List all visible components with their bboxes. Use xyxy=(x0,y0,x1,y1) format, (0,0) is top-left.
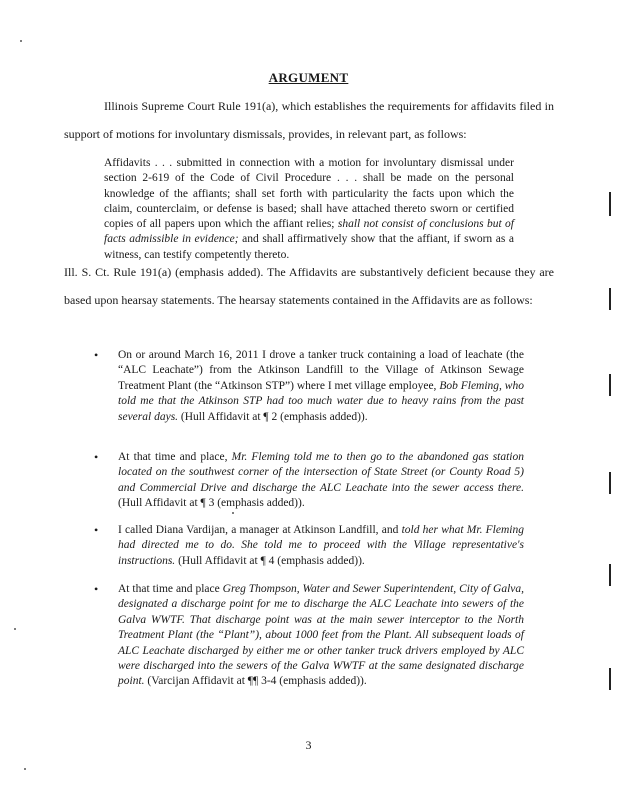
bullet-citation: (Hull Affidavit at ¶ 2 (emphasis added)). xyxy=(178,410,368,423)
bullet-icon: • xyxy=(94,523,99,537)
list-item xyxy=(94,348,524,425)
intro-paragraph: Illinois Supreme Court Rule 191(a), which establishes the requirements for affidavits filed in support of motions for involuntary dismissals, provides, in relevant part, as follows: xyxy=(64,99,554,141)
page-number: 3 xyxy=(305,738,312,752)
bullet-text: I called Diana Vardijan, a manager at Atkinson Landfill, and xyxy=(118,524,402,536)
rule-quote xyxy=(104,156,514,263)
scan-speck xyxy=(20,40,22,42)
argument-heading: ARGUMENT xyxy=(268,70,349,85)
bullet-icon: • xyxy=(94,450,99,464)
bullet-icon: • xyxy=(94,582,99,596)
scan-speck xyxy=(232,512,234,514)
revision-bar xyxy=(609,668,611,690)
scan-speck xyxy=(24,768,26,770)
revision-bar xyxy=(609,192,611,216)
revision-bar xyxy=(609,288,611,310)
bullet-citation: (Hull Affidavit at ¶ 4 (emphasis added)). xyxy=(175,554,365,567)
citation-paragraph: Ill. S. Ct. Rule 191(a) (emphasis added). The Affidavits are substantively deficient because they are based upon hearsay statements. The hearsay statements contained in the Affidavits are as follows: xyxy=(64,265,554,307)
scan-speck xyxy=(14,628,16,630)
revision-bar xyxy=(609,472,611,494)
bullet-text: On or around March 16, 2011 I drove a tanker truck containing a load of leachate (the “ALC Leachate”) from the Atkinson Landfill to the Village of Atkinson Sewage Treatment Plant (the “Atkinson STP”) where I met village employee, xyxy=(118,349,524,392)
bullet-citation: (Varcijan Affidavit at ¶¶ 3-4 (emphasis added)). xyxy=(144,675,367,688)
bullet-icon: • xyxy=(94,348,99,362)
list-item xyxy=(94,582,524,690)
list-item xyxy=(94,450,524,512)
quote-text-1: Affidavits . . . submitted in connection with a motion for involuntary dismissal under section 2-619 of the Code of Civil Procedure . . . shall be made on the personal knowledge of the affiants; shall set forth with particularity the facts upon which the claim, counterclaim, or defense is based; shall have attached thereto sworn or certified copies of all papers upon which the affiant relies; xyxy=(104,157,514,231)
bullet-citation: (Hull Affidavit at ¶ 3 (emphasis added)). xyxy=(118,497,305,510)
list-item xyxy=(94,523,524,569)
bullet-text: At that time and place xyxy=(118,583,223,595)
quote-emphasis: shall not consist of conclusions but of facts admissible in evidence; xyxy=(104,218,514,246)
revision-bar xyxy=(609,564,611,586)
bullet-emphasis: Bob Fleming, who told me that the Atkinson STP had too much water due to heavy rains from the past several days. xyxy=(118,379,524,423)
bullet-text: At that time and place, xyxy=(118,451,232,463)
quote-text-2: and shall affirmatively show that the affiant, if sworn as a witness, can testify competently thereto. xyxy=(104,233,514,261)
bullet-emphasis: told her what Mr. Fleming had directed me to do. She told me to proceed with the Village representative's instructions. xyxy=(118,524,524,567)
bullet-emphasis: Mr. Fleming told me to then go to the abandoned gas station located on the southwest corner of the intersection of State Street (or County Road 5) and Commercial Drive and discharge the ALC Leachate into the sewer access there. xyxy=(118,451,524,494)
bullet-emphasis: Greg Thompson, Water and Sewer Superintendent, City of Galva, designated a discharge point for me to discharge the ALC Leachate into sewers of the Galva WWTF. That discharge point was at the main sewer interceptor to the North Treatment Plant (the “Plant”), about 1000 feet from the Plant. All subsequent loads of ALC Leachate discharged by either me or other tanker truck drivers employed by ALC were discharged into the sewers of the Galva WWTF at the same designated discharge point. xyxy=(118,583,525,688)
revision-bar xyxy=(609,374,611,396)
